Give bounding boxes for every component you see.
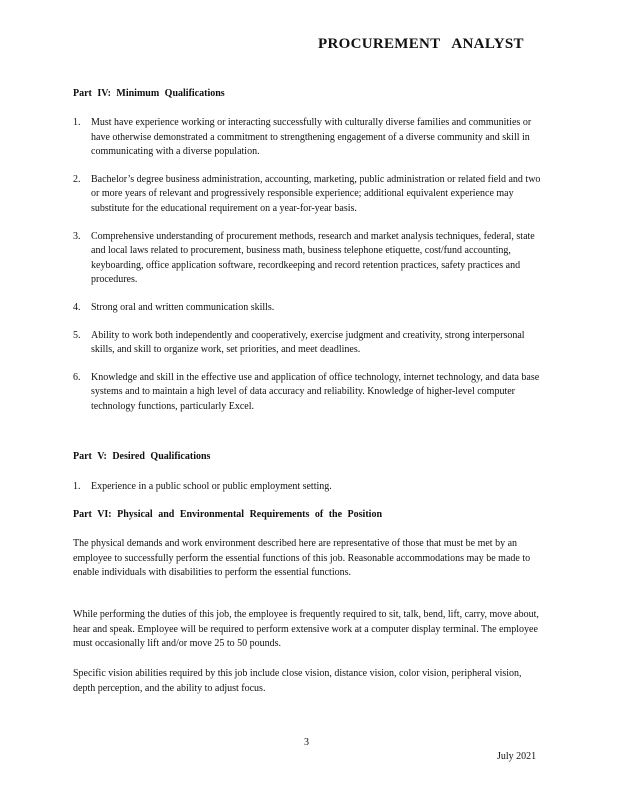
item-number: 6. (73, 371, 81, 383)
part-vi-heading: Part VI: Physical and Environmental Requirements of the Position (73, 509, 383, 520)
footer-date: July 2021 (497, 751, 537, 762)
list-item (73, 301, 545, 316)
item-text: Comprehensive understanding of procurement methods, research and market analysis techniques, federal, state and local laws related to procurement, business math, business telephone etiquette, cost/fund accounting, keyboarding, office application software, recordkeeping and record retention practices, safety practices and procedures. (91, 230, 535, 286)
list-item (73, 173, 545, 217)
list-item (73, 480, 545, 495)
list-item (73, 116, 545, 160)
item-number: 3. (73, 230, 81, 242)
physical-demands-paragraph: The physical demands and work environment described here are representative of those that must be met by an employee to successfully perform the essential functions of this job. Reasonable accommodations may be made to enable individuals with disabilities to perform the essential functions. (73, 538, 531, 579)
page-number: 3 (304, 737, 309, 748)
item-number: 1. (73, 481, 81, 492)
list-item (73, 230, 545, 288)
item-text: Ability to work both independently and cooperatively, exercise judgment and creativity, strong interpersonal skills, and skill to organize work, set priorities, and meet deadlines. (91, 329, 525, 356)
item-text: Strong oral and written communication skills. (91, 301, 275, 313)
list-item (73, 371, 545, 415)
item-text: Knowledge and skill in the effective use and application of office technology, internet technology, and data base systems and to maintain a high level of data accuracy and reliability. Knowledge of higher-level computer technology functions, particularly Excel. (91, 371, 540, 412)
item-number: 5. (73, 329, 81, 341)
item-number: 4. (73, 301, 81, 313)
part-iv-heading: Part IV: Minimum Qualifications (73, 88, 225, 99)
duties-paragraph: While performing the duties of this job, the employee is frequently required to sit, talk, bend, lift, carry, move about, hear and speak. Employee will be required to perform extensive work at a computer display terminal. The employee must occasionally lift and/or move 25 to 50 pounds. (73, 609, 539, 650)
item-number: 2. (73, 173, 81, 185)
item-number: 1. (73, 117, 81, 128)
minimum-qualifications-list (73, 116, 545, 428)
vision-paragraph: Specific vision abilities required by this job include close vision, distance vision, color vision, peripheral vision, depth perception, and the ability to adjust focus. (73, 668, 522, 694)
item-text: Bachelor’s degree business administration, accounting, marketing, public administration or related field and two or more years of relevant and progressively responsible experience; additional equivalent experience may substitute for the educational requirement on a year-for-year basis. (91, 173, 541, 214)
list-item (73, 329, 545, 358)
part-v-heading: Part V: Desired Qualifications (73, 451, 211, 462)
document-title: PROCUREMENT ANALYST (318, 36, 524, 52)
item-text: Experience in a public school or public employment setting. (91, 481, 332, 492)
item-text: Must have experience working or interacting successfully with culturally diverse families and communities or have otherwise demonstrated a commitment to strengthening engagement of a diverse community and skill in communicating with a diverse population. (91, 117, 532, 158)
desired-qualifications-list (73, 480, 545, 508)
